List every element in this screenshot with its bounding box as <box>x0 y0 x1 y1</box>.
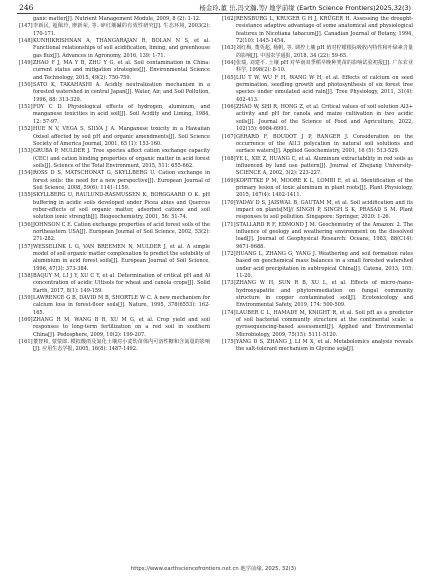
reference-entry <box>222 16 413 45</box>
reference-entry <box>222 75 413 104</box>
reference-entry <box>222 134 413 156</box>
reference-number: [150] <box>19 82 33 89</box>
reference-number: [174] <box>222 309 236 316</box>
reference-entry <box>19 170 210 192</box>
header-rule <box>17 13 411 14</box>
reference-number: [157] <box>19 243 33 250</box>
reference-text: JOHNSON C E. Cation exchange properties of acid forest soils of the northeastern USA[J]. European Journal of Soil Science, 2002, 53(2): 271-282. <box>33 221 210 243</box>
reference-entry <box>222 200 413 222</box>
reference-number: [147] <box>19 23 33 30</box>
reference-text: KOPITTKE P M, MOORE K L, LOMBI E, et al. Identification of the primary lesion of toxic aluminum in plant roots[J]. Plant Physiology, 2015, 167(4): 1402-1411. <box>236 177 413 199</box>
reference-text: ROSS D S, MATSCHONAT G, SKYLLBERG U. Cation exchange in forest soils: the need for a new perspective[J]. European Journal of Soil Science, 2008, 59(6): 1141-1159. <box>33 170 210 191</box>
reference-number: [172] <box>222 251 236 257</box>
reference-text: 李新民, 超佩玲, 廖新荣, 等. 碎红壤碱的有效性研究[J]. 生态环境, 2003(2): 170-171. <box>33 23 210 37</box>
reference-number: [168] <box>222 155 236 162</box>
reference-text: STALLARD R F, EDMOND J M. Geochemistry of the Amazon: 2. The influence of geology and weathering environment on the dissolved load[J]. Journal of Geophysical Research: Oceans, 1983, 88(C14): 9671-9688. <box>236 221 413 250</box>
reference-entry <box>222 222 413 251</box>
reference-entry <box>222 178 413 200</box>
reference-text: HUE N V, VEGA S, SILVA J A. Manganese toxicity in a Hawaiian Oxisol affected by soil pH and organic amendments[J]. Soil Science Society of America Journal, 2001, 65 (1): 153-160. <box>33 126 210 147</box>
reference-text: ZHAO W, SHI R, HONG Z, et al. Critical values of soil solution Al3+ activity and pH for canola and maize cultivation in two acidic soils[J]. Journal of the Science of Food and Agriculture, 2022, 102(15): 6984-6991. <box>236 104 413 133</box>
reference-text: FOY C D. Physiological effects of hydrogen, aluminum, and manganese toxicities in acid soil[J]. Soil Acidity and Liming, 1984, 12: 57-97. <box>33 104 210 125</box>
reference-number: [162] <box>222 16 236 22</box>
reference-number: [152] <box>19 126 33 133</box>
reference-text: ganic matter[J]. Nutrient Management Module, 2009, 8 (2): 1-12. <box>33 16 201 22</box>
reference-entry <box>19 82 210 104</box>
reference-text: SKYLLBERG U, RAULUND-RASMUSSEN K, BORGGAARD O K. pH buffering in acidic soils developed under Picea abies and Quercus robur-effects of soil organic matter, adsorbed cations and soil solution ionic strength[J]. Biogeochemistry, 2001, 56: 51-74. <box>33 192 210 221</box>
reference-entry <box>222 339 413 354</box>
reference-number: [148] <box>19 38 33 45</box>
reference-text: YADAV D S, JAISWAL B, GAUTAM M, et al. Soil acidification and its impact on plants[M]// SINGH P, SINGH S K, PRASAD S M. Plant responses to soil pollution. Singapore: Springer, 2020: 1-26. <box>236 199 413 221</box>
reference-text: ZHANG W H, SUN R B, XU L, et al. Effects of micro-/nano-hydroxyapatite and phytoremediation on fungal community structure in copper contaminated soil[J]. Ecotoxicology and Environmental Safety, 2019, 174: 500-509. <box>236 280 413 309</box>
reference-text: SATO K, TAKAHASHI A. Acidity neutralization mechanism in a forested watershed in central Japan[J]. Water, Air, and Soil Pollution, 1996, 88: 313-329. <box>33 82 210 103</box>
reference-number: [171] <box>222 221 236 228</box>
reference-text: LAWRENCE G B, DAVID M B, SHORTLE W C. A new mechanism for calcium loss in forest-floor soils[J]. Nature, 1995, 378(6553): 162-165. <box>33 295 210 316</box>
reference-text: LAUBER C L, HAMADY M, KNIGHT R, et al. Soil pH as a predictor of soil bacterial community structure at the continental scale: a pyrosequencing-based assessment[J]. Applied and Environmental Microbiology, 2009, 75(15): 5111-5120. <box>236 309 413 338</box>
reference-entry <box>19 104 210 126</box>
reference-number: [151] <box>19 104 33 111</box>
reference-text: WESSELINK L G, VAN BREEMEN N, MULDER J, et al. A simple model of soil organic matter complexation to predict the solubility of aluminium in acid forest soils[J]. European Journal of Soil Science, 1996, 47(3): 373-384. <box>33 243 210 272</box>
reference-text: ZHANG H M, WANG B R, XU M G, et al. Crop yield and soil responses to long-term fertilization on a red soil in southern China[J]. Pedosphere, 2009, 19(2): 199-207. <box>33 317 210 338</box>
reference-entry <box>222 45 413 60</box>
reference-number: [154] <box>19 170 33 177</box>
reference-text: GRUBA P, MULDER J. Tree species affect cation exchange capacity (CEC) and cation binding properties of organic matter in acid forest soils[J]. Science of the Total Environment, 2015, 511: 655-662. <box>33 148 210 169</box>
reference-text: YE L, XIE Z, HUANG C, et al. Aluminum extractability in red soils as influenced by land use pattern[J]. Journal of Zhejiang University-SCIENCE A, 2002, 3(2): 223-227. <box>236 155 413 177</box>
reference-entry <box>19 23 210 38</box>
reference-number: [175] <box>222 339 236 346</box>
reference-number: [156] <box>19 221 33 228</box>
reference-number: [161] <box>19 339 33 346</box>
reference-entry <box>19 339 210 354</box>
page-number: 246 <box>19 3 34 12</box>
reference-number: [169] <box>222 177 236 184</box>
reference-number: [167] <box>222 133 236 140</box>
reference-entry <box>222 310 413 339</box>
reference-text: 张瑞, 刘建平. 土壤 pH 对华南双季稻早晚种类苗的影响试验初报[J]. 广东农业科学, 1998(2): 8-10. <box>236 60 413 74</box>
reference-number: [173] <box>222 280 236 287</box>
reference-entry <box>222 104 413 133</box>
reference-text: LIU T W, WU F H, WANG W H, et al. Effects of calcium on seed germination, seedling growth and photosynthesis of six forest tree species under simulated acid rain[J]. Tree Physiology, 2011, 31(4): 402-413. <box>236 74 413 103</box>
reference-number: [163] <box>222 45 236 52</box>
page-header <box>0 0 427 17</box>
reference-entry <box>19 244 210 273</box>
reference-text: YANG D S, ZHANG J, LI M X, et al. Metabolomics analysis reveals the salt-tolerant mechanism in Glycine soja[J]. <box>236 339 413 353</box>
reference-text: BAQUY M, LI J Y, XU C Y, et al. Determination of critical pH and Al concentration of acidic Ultisols for wheat and canola crops[J]. Solid Earth, 2017, 8(1): 149-159. <box>33 273 210 294</box>
reference-entry <box>19 192 210 221</box>
reference-entry <box>19 273 210 295</box>
reference-text: ZHAO F J, MA Y B, ZHU Y G, et al. Soil contamination in China: current status and mitigation strategies[J]. Environmental Science and Technology, 2015, 49(2): 750-759. <box>33 60 210 81</box>
reference-number: [166] <box>222 104 236 111</box>
reference-entry <box>19 295 210 317</box>
reference-entry <box>19 38 210 60</box>
reference-number: [159] <box>19 295 33 302</box>
reference-entry <box>222 280 413 309</box>
running-title: 杨金玲,董 岳,冯文瀚,等/ 地学前缘 (Earth Science Frontiers)2025,32(3) <box>199 4 411 12</box>
reference-entry <box>222 251 413 280</box>
reference-text: RENSBURG L, KRUGER G H J, KRÜGER H. Assessing the drought-resistance adaptive advantage of some anatomical and physiological features in Nicotiana tabacum[J]. Canadian Journal of Botany, 1994, 72(10): 1445-1454. <box>236 16 413 45</box>
reference-entry <box>222 156 413 178</box>
reference-text: KUNHIKRISHNAN A, THANGARAJAN R, BOLAN N S, et al. Functional relationships of soil acidification, liming, and greenhouse gas flux[J]. Advances in Agronomy, 2016, 139: 1-71. <box>33 38 210 59</box>
reference-entry <box>19 60 210 82</box>
reference-text: 董智和, 蒙蒙郎. 模拟酸雨及氮化土壤对小麦幼苗体内可溶性糖和含氮量的影响[J]. 应用生态学报, 2005, 16(8): 1487-1492. <box>33 339 210 353</box>
reference-text: 刘红梅, 董英超, 杨帆, 等. 调控土壤 pH 值对柠檬根际吸收内特性和叶绿素含量的影响[J]. 中国农学通报, 2018, 34 (22): 59-65. <box>236 45 413 59</box>
reference-number: [153] <box>19 148 33 155</box>
reference-number: [158] <box>19 273 33 280</box>
reference-number: [164] <box>222 60 236 67</box>
reference-number: [160] <box>19 317 33 324</box>
reference-number: [170] <box>222 199 236 206</box>
reference-entry <box>19 317 210 339</box>
reference-column-left <box>19 16 210 354</box>
reference-text: HUANG L, ZHANG G, YANG J. Weathering and soil formation rates based on geochemical mass balances in a small forested watershed under acid precipitation in subtropical China[J]. Catena, 2013, 105: 11-20. <box>236 251 413 280</box>
reference-entry <box>19 126 210 148</box>
page-footer: https://www.earthsciencefrontiers.net.cn 地学前缘, 2025, 32(3) <box>130 566 297 572</box>
reference-number: [155] <box>19 192 33 199</box>
reference-number: [149] <box>19 60 33 67</box>
reference-number: [165] <box>222 74 236 81</box>
reference-column-right <box>222 16 413 354</box>
reference-entry <box>19 222 210 244</box>
reference-entry <box>222 60 413 75</box>
reference-entry <box>19 148 210 170</box>
reference-text: GERARD F, BOUDOT J P, RANGER J. Consideration on the occurrence of the Al13 polycation in natural soil solutions and surface waters[J]. Applied Geochemistry, 2001, 16 (5): 513-529. <box>236 133 413 155</box>
